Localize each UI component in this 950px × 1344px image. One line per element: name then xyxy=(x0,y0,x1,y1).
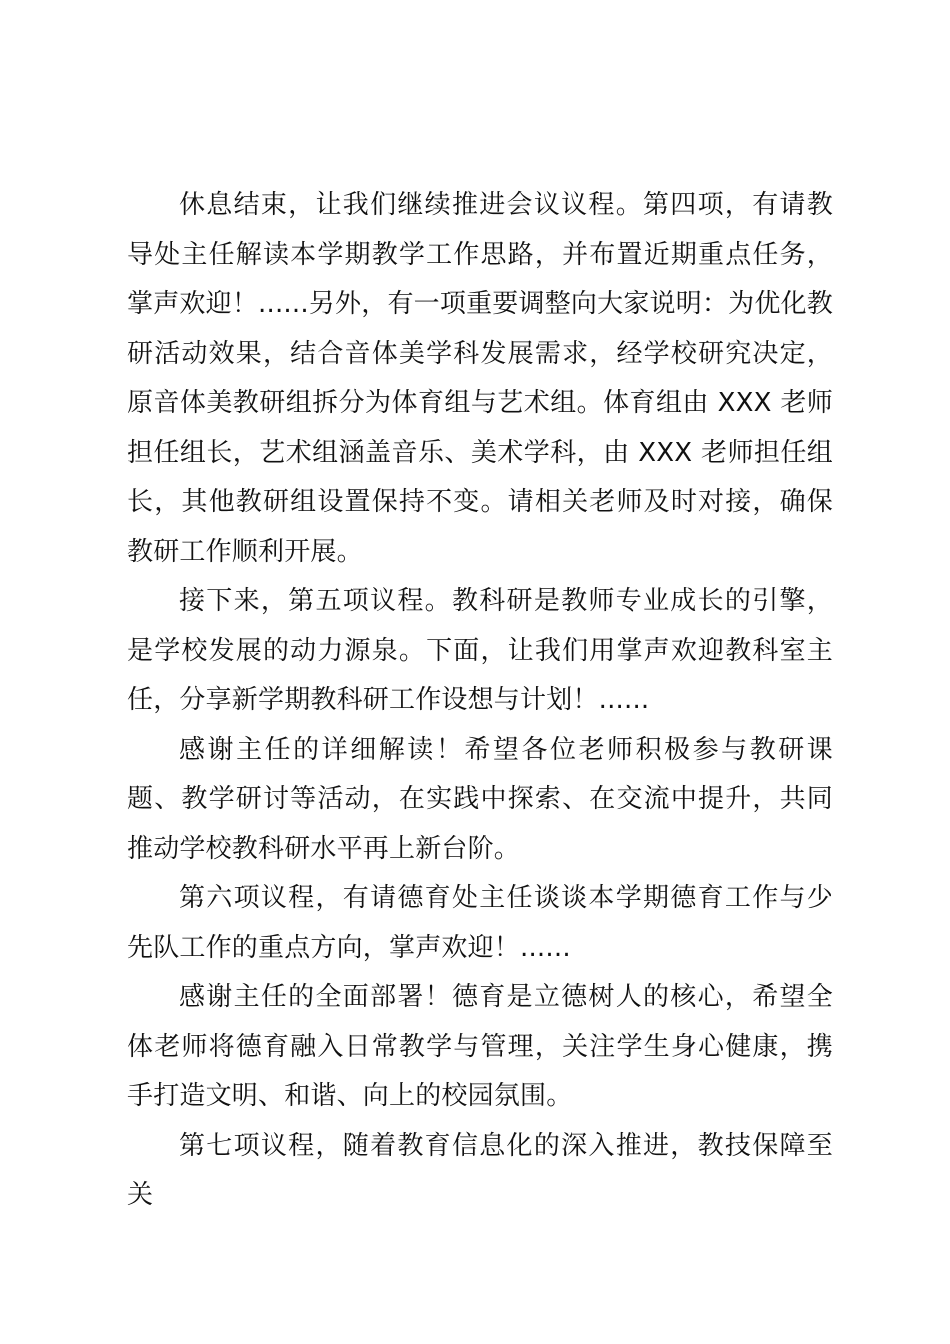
paragraph-thanks-moral-education: 感谢主任的全面部署！德育是立德树人的核心，希望全体老师将德育融入日常教学与管理，关注学生身心健康，携手打造文明、和谐、向上的校园氛围。 xyxy=(127,982,833,1111)
paragraph-agenda-item-7: 第七项议程，随着教育信息化的深入推进，教技保障至关 xyxy=(127,1130,833,1210)
paragraph-agenda-item-4: 休息结束，让我们继续推进会议议程。第四项，有请教导处主任解读本学期教学工作思路，并布置近期重点任务，掌声欢迎！......另外，有一项重要调整向大家说明：为优化教研活动效果，结合音体美学科发展需求，经学校研究决定，原音体美教研组拆分为体育组与艺术组。体育组由 XXX 老师担任组长，艺术组涵盖音乐、美术学科，由 XXX 老师担任组长，其他教研组设置保持不变。请相关老师及时对接，确保教研工作顺利开展。 xyxy=(127,190,833,567)
paragraph-agenda-item-5: 接下来，第五项议程。教科研是教师专业成长的引擎，是学校发展的动力源泉。下面，让我们用掌声欢迎教科室主任，分享新学期教科研工作设想与计划！...... xyxy=(127,586,833,715)
paragraph-thanks-research: 感谢主任的详细解读！希望各位老师积极参与教研课题、教学研讨等活动，在实践中探索、在交流中提升，共同推动学校教科研水平再上新台阶。 xyxy=(127,734,833,864)
document-body xyxy=(127,181,833,1221)
paragraph-agenda-item-6: 第六项议程，有请德育处主任谈谈本学期德育工作与少先队工作的重点方向，掌声欢迎！...... xyxy=(127,883,833,963)
